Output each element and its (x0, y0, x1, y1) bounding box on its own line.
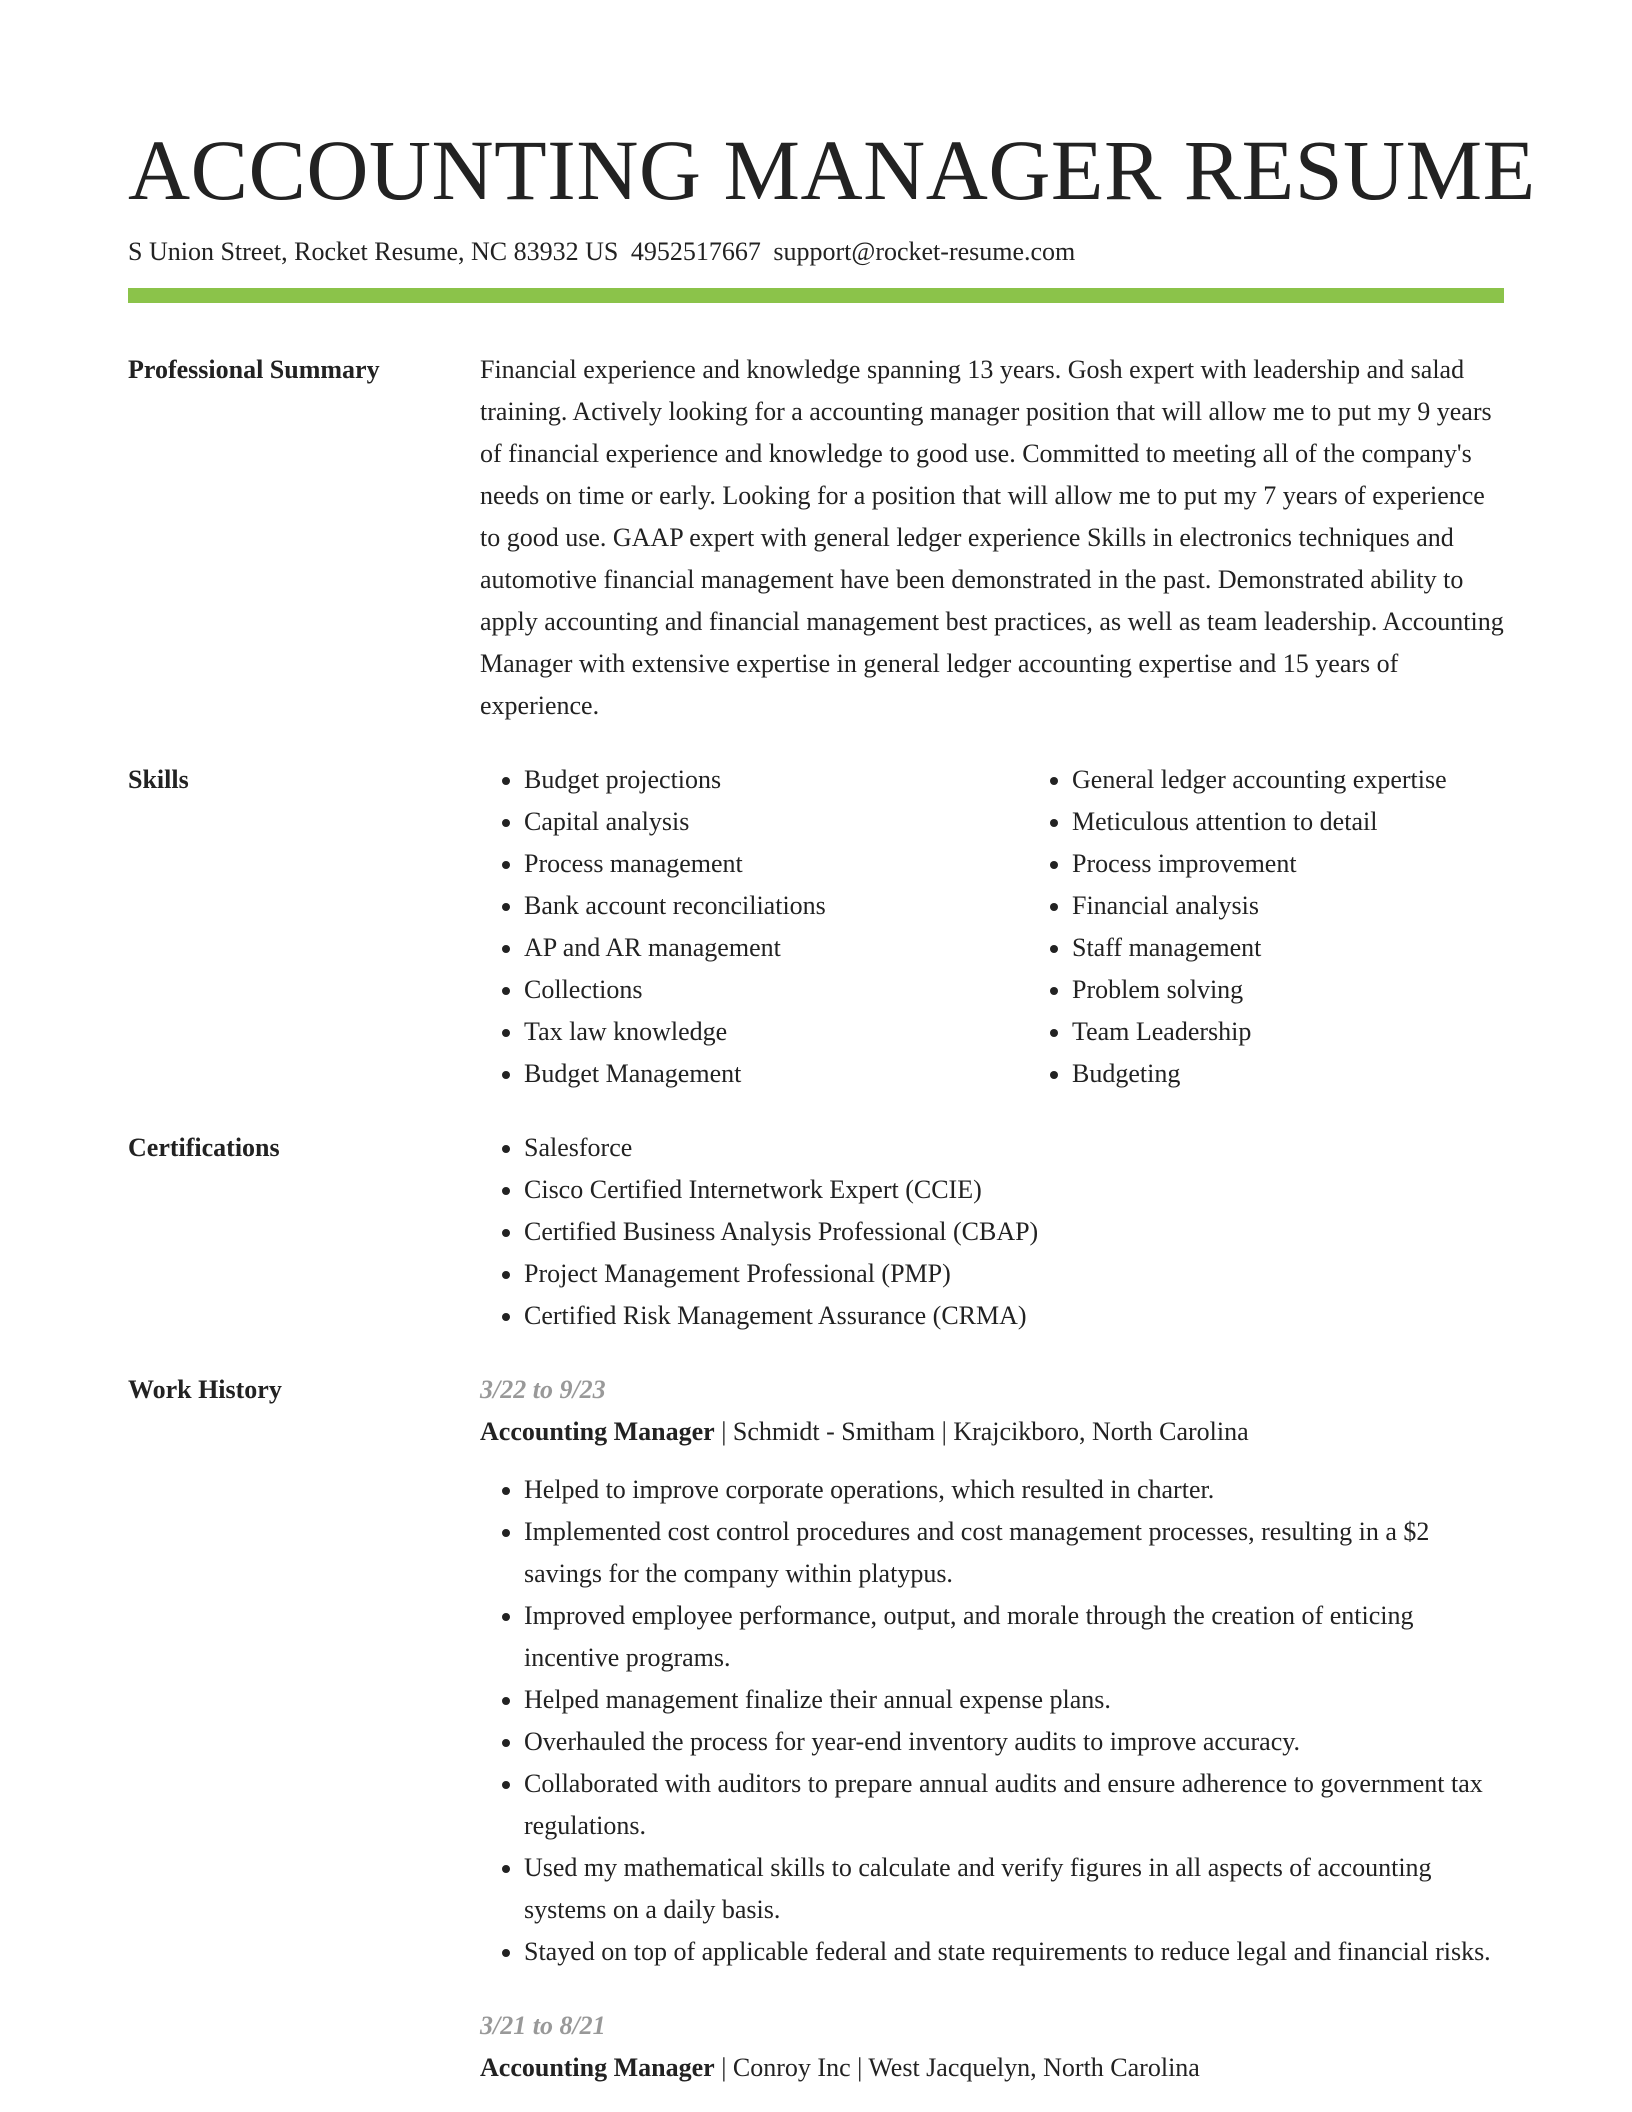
contact-line (128, 236, 1504, 268)
certifications-list (480, 1127, 1504, 1337)
certification-item: • Certified Business Analysis Professional (CBAP) (524, 1211, 1504, 1253)
certifications-heading: Certifications (128, 1133, 280, 1162)
job-dates: 3/22 to 9/23 (480, 1375, 606, 1404)
job-bullet: • Stayed on top of applicable federal and state requirements to reduce legal and financial risks. (524, 1931, 1504, 1973)
summary-heading: Professional Summary (128, 355, 380, 384)
certification-item: • Cisco Certified Internetwork Expert (CCIE) (524, 1169, 1504, 1211)
skill-item: • Financial analysis (1072, 885, 1592, 927)
skills-columns (480, 759, 1592, 1095)
skill-item: • Staff management (1072, 927, 1592, 969)
job-title: Accounting Manager (480, 1417, 715, 1446)
skill-item: • Problem solving (1072, 969, 1592, 1011)
skill-item: • Collections (524, 969, 1028, 1011)
resume-title: ACCOUNTING MANAGER RESUME (128, 122, 1536, 218)
skill-item: • Process improvement (1072, 843, 1592, 885)
job-heading (480, 2047, 1504, 2089)
job-bullet: • Used my mathematical skills to calculate and verify figures in all aspects of accounting systems on a daily basis. (524, 1847, 1504, 1931)
job-bullet: • Helped to improve corporate operations, which resulted in charter. (524, 1469, 1504, 1511)
certification-item: • Project Management Professional (PMP) (524, 1253, 1504, 1295)
job-title: Accounting Manager (480, 2053, 715, 2082)
job-bullet: • Implemented cost control procedures and cost management processes, resulting in a $2 savings for the company within platypus. (524, 1511, 1504, 1595)
summary-section (128, 349, 1504, 727)
job-details: | Conroy Inc | West Jacquelyn, North Carolina (714, 2053, 1200, 2082)
job-bullet: • Collaborated with auditors to prepare annual audits and ensure adherence to government tax regulations. (524, 1763, 1504, 1847)
work-history-section (128, 1369, 1504, 2089)
job-dates: 3/21 to 8/21 (480, 2011, 606, 2040)
skills-list-left (480, 759, 1028, 1095)
resume-page (128, 0, 1536, 2089)
certifications-section (128, 1127, 1504, 1337)
skill-item: • Tax law knowledge (524, 1011, 1028, 1053)
address-text: S Union Street, Rocket Resume, NC 83932 US (128, 237, 619, 266)
skill-item: • Budget projections (524, 759, 1028, 801)
job-bullet: • Improved employee performance, output, and morale through the creation of enticing incentive programs. (524, 1595, 1504, 1679)
skill-item: • Capital analysis (524, 801, 1028, 843)
skill-item: • Budgeting (1072, 1053, 1592, 1095)
job-entry (480, 2005, 1504, 2089)
skills-heading: Skills (128, 765, 189, 794)
skill-item: • Team Leadership (1072, 1011, 1592, 1053)
work-history-heading: Work History (128, 1375, 282, 1404)
skill-item: • AP and AR management (524, 927, 1028, 969)
certification-item: • Salesforce (524, 1127, 1504, 1169)
skills-list-right (1028, 759, 1592, 1095)
job-bullets (480, 1469, 1504, 1973)
job-entry (480, 1369, 1504, 1973)
skill-item: • General ledger accounting expertise (1072, 759, 1592, 801)
job-heading (480, 1411, 1504, 1453)
skill-item: • Meticulous attention to detail (1072, 801, 1592, 843)
summary-text: Financial experience and knowledge spanning 13 years. Gosh expert with leadership and salad training. Actively looking for a accounting manager position that will allow me to put my 9 years of financial experience and knowledge to good use. Committed to meeting all of the company's needs on time or early. Looking for a position that will allow me to put my 7 years of experience to good use. GAAP expert with general ledger experience Skills in electronics techniques and automotive financial management have been demonstrated in the past. Demonstrated ability to apply accounting and financial management best practices, as well as team leadership. Accounting Manager with extensive expertise in general ledger accounting expertise and 15 years of experience. (480, 355, 1504, 720)
phone-text: 4952517667 (630, 237, 761, 266)
skill-item: • Budget Management (524, 1053, 1028, 1095)
header-divider (128, 288, 1504, 303)
certification-item: • Certified Risk Management Assurance (CRMA) (524, 1295, 1504, 1337)
job-bullet: • Overhauled the process for year-end inventory audits to improve accuracy. (524, 1721, 1504, 1763)
job-details: | Schmidt - Smitham | Krajcikboro, North Carolina (714, 1417, 1249, 1446)
skill-item: • Process management (524, 843, 1028, 885)
skill-item: • Bank account reconciliations (524, 885, 1028, 927)
email-text: support@rocket-resume.com (773, 237, 1076, 266)
skills-section (128, 759, 1504, 1095)
job-bullet: • Helped management finalize their annual expense plans. (524, 1679, 1504, 1721)
